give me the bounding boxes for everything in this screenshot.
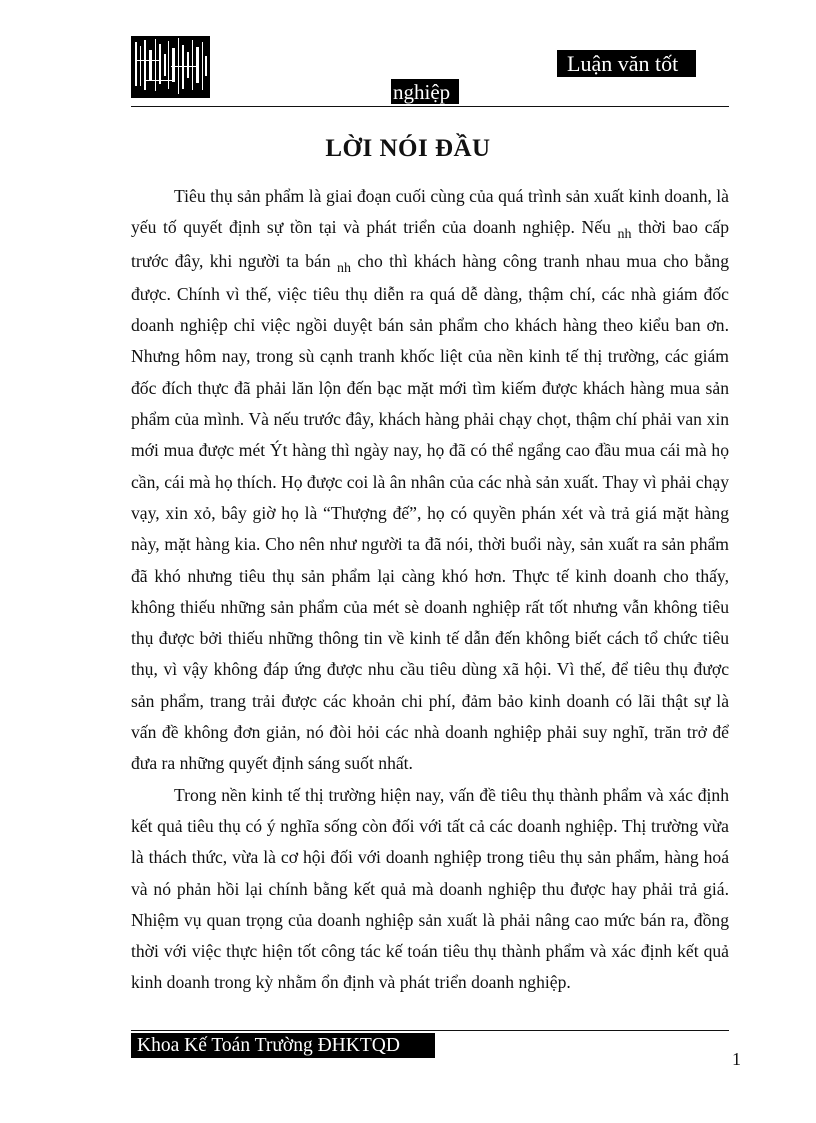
paragraph-intro-part1: Tiêu thụ sản phẩm là giai đoạn cuối cùng của quá trình sản xuất kinh doanh, là yếu tố quyết định sự tồn tại và phát triển của doanh nghiệp. Nếu xyxy=(131,186,729,238)
footer-faculty: Khoa Kế Toán Trường ĐHKTQD xyxy=(131,1033,435,1058)
page-number: 1 xyxy=(732,1049,741,1069)
header-title-line2: nghiệp xyxy=(391,79,459,104)
paragraph-intro-part3: cho thì khách hàng công tranh nhau mua cho bằng được. Chính vì thế, việc tiêu thụ diễn ra quá dễ dàng, thậm chí, các nhà giám đốc doanh nghiệp chỉ việc ngồi duyệt bán sản phẩm cho khách hàng theo kiểu ban ơn. Nhưng hôm nay, trong sù cạnh tranh khốc liệt của nền kinh tế thị trường, các giám đốc đích thực đã phải lăn lộn đến bạc mặt mới tìm kiếm được khách hàng mua sản phẩm của mình. Và nếu trước đây, khách hàng phải chạy chọt, thậm chí phải van xin mới mua được mét Ýt hàng thì ngày nay, họ đã có thể ngẩng cao đầu mua cái mà họ cần, cái mà họ thích. Họ được coi là ân nhân của các nhà sản xuất. Thay vì phải chạy vạy, xin xỏ, bây giờ họ là “Thượng đế”, họ có quyền phán xét và trả giá mặt hàng này, mặt hàng kia. Cho nên như người ta đã nói, thời buổi này, sản xuất ra sản phẩm đã khó nhưng tiêu thụ sản phẩm lại càng khó hơn. Thực tế kinh doanh cho thấy, không thiếu những sản phẩm của mét sè doanh nghiệp rất tốt nhưng vẫn không tiêu thụ được bởi thiếu những thông tin về kinh tế dẫn đến không biết cách tổ chức tiêu thụ, vì vậy không đáp ứng được nhu cầu tiêu dùng xã hội. Vì thế, để tiêu thụ được sản phẩm, trang trải được các khoản chi phí, đảm bảo kinh doanh có lãi thật sự là vấn đề không đơn giản, nó đòi hỏi các nhà doanh nghiệp phải suy nghĩ, trăn trở để đưa ra những quyết định sáng suốt nhất. xyxy=(131,250,730,774)
paragraph-intro xyxy=(131,181,729,780)
paragraph-intro-part2: thời bao cấp trước đây, khi người ta bán xyxy=(131,217,729,271)
university-logo-icon xyxy=(131,36,210,98)
inline-note-2: nh xyxy=(337,260,351,276)
inline-note-1: nh xyxy=(617,227,632,243)
page-title: LỜI NÓI ĐẦU xyxy=(325,135,491,162)
paragraph-second: Trong nền kinh tế thị trường hiện nay, vấn đề tiêu thụ thành phẩm và xác định kết quả tiêu thụ có ý nghĩa sống còn đối với tất cả các doanh nghiệp. Thị trường vừa là thách thức, vừa là cơ hội đối với doanh nghiệp trong tiêu thụ sản phẩm, hàng hoá và nó phản hồi lại chính bằng kết quả mà doanh nghiệp thu được hay phải trả giá. Nhiệm vụ quan trọng của doanh nghiệp sản xuất là phải nâng cao mức bán ra, đồng thời với việc thực hiện tốt công tác kế toán tiêu thụ thành phẩm và xác định kết quả kinh doanh trong kỳ nhằm ổn định và phát triển doanh nghiệp. xyxy=(131,784,729,993)
footer-divider xyxy=(131,1030,729,1031)
document-body xyxy=(131,181,729,999)
header-divider xyxy=(131,106,729,107)
header-title-line1: Luận văn tốt xyxy=(557,50,696,77)
